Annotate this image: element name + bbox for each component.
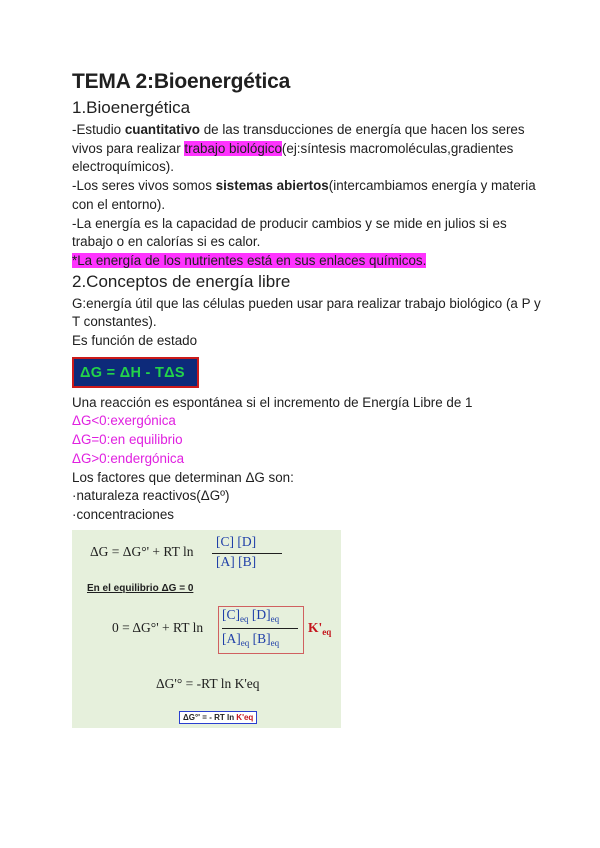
eq2-left: 0 = ΔG°' + RT ln — [112, 620, 204, 635]
eq1-left: ΔG = ΔG°' + RT ln — [90, 544, 194, 559]
eq2-denominator: $[A]_{eq}$ $[B]_{eq}$ — [222, 631, 280, 648]
eq1-denominator: [A] [B] — [216, 554, 257, 569]
equilibrium-label: En el equilibrio ΔG = 0 — [87, 583, 194, 594]
gibbs-formula-box: ΔG = ΔH - TΔS — [72, 357, 199, 388]
eq3: ΔG'° = -RT ln K'eq — [156, 676, 260, 691]
section2-paragraph4: Los factores que determinan ΔG son: — [72, 469, 294, 485]
factor-concentraciones: ·concentraciones — [72, 506, 174, 522]
boxed-summary-formula: ΔG°' = - RT ln K'eq — [179, 711, 257, 724]
case-exergonica: ΔG<0:exergónica — [72, 413, 176, 429]
section2-paragraph2: Es función de estado — [72, 333, 198, 349]
factor-naturaleza: ·naturaleza reactivos(ΔGº) — [72, 488, 230, 504]
equations-image — [72, 530, 341, 728]
eq1-numerator: [C] [D] — [216, 534, 257, 549]
section2-heading: 2.Conceptos de energía libre — [72, 271, 291, 291]
section1-heading: 1.Bioenergética — [72, 98, 191, 117]
section1-paragraph1: -Estudio cuantitativo de las transducciones de energía que hacen los seres vivos para realizar trabajo biológico(ej:síntesis macromoléculas,gradientes electroquímicos). — [72, 122, 525, 175]
case-endergonica: ΔG>0:endergónica — [72, 450, 185, 466]
section1-paragraph3: -La energía es la capacidad de producir cambios y se mide en julios si es trabajo o en calorías si es calor. — [72, 215, 507, 250]
keq-label: $K'_{eq}$ — [308, 620, 332, 637]
document-page — [72, 70, 542, 525]
section2-paragraph3: Una reacción es espontánea si el incremento de Energía Libre de 1 — [72, 394, 473, 410]
eq2-numerator: $[C]_{eq}$ $[D]_{eq}$ — [222, 607, 280, 624]
page-title: TEMA 2:Bioenergética — [72, 70, 291, 93]
case-equilibrio: ΔG=0:en equilibrio — [72, 432, 183, 448]
highlight-trabajo: trabajo biológico — [184, 140, 282, 156]
eq2-fraction-line — [222, 628, 298, 629]
section1-paragraph2: -Los seres vivos somos sistemas abiertos(intercambiamos energía y materia con el entorno). — [72, 178, 536, 212]
section1-note: *La energía de los nutrientes está en sus enlaces químicos. — [72, 252, 427, 268]
section2-paragraph1: G:energía útil que las células pueden usar para realizar trabajo biológico (a P y T constantes). — [72, 295, 541, 330]
